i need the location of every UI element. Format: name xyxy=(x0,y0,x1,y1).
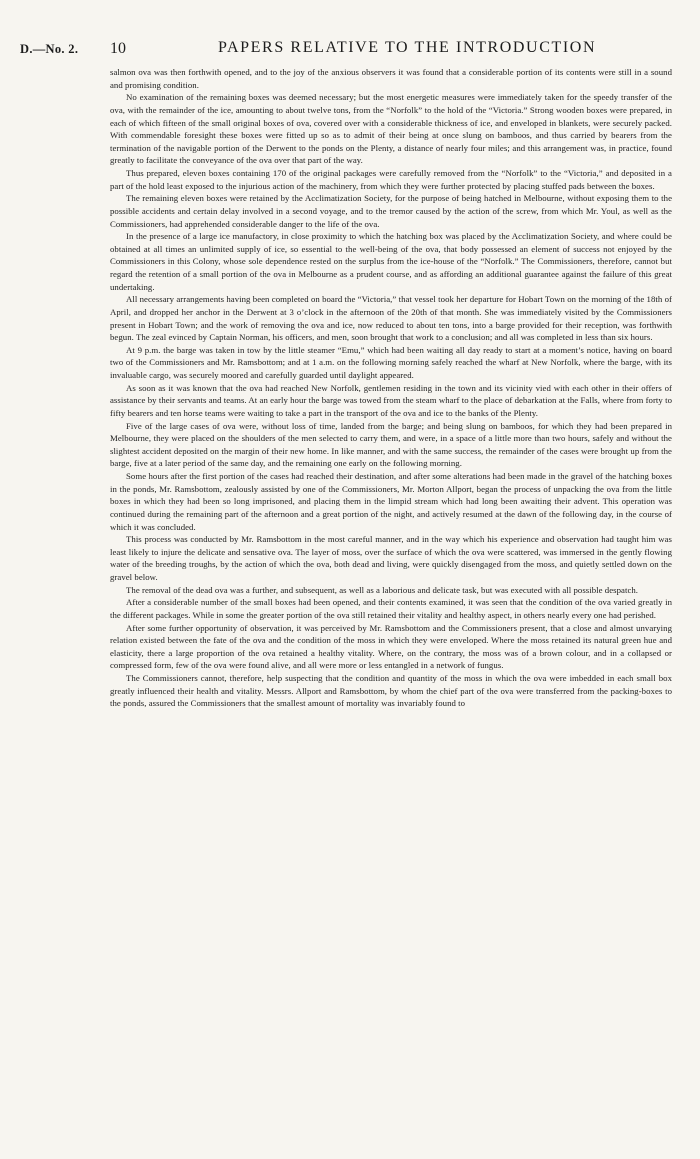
paragraph-6: All necessary arrangements having been completed on board the “Victoria,” that vessel took her departure for Hobart Town on the morning of the 18th of April, and dropped her anchor in the Derwent at 3 o’clock in the afternoon of the 20th of that month. She was immediately visited by the Commissioners present in Hobart Town; and the work of removing the ova and ice, now reduced to about ten tons, into a barge provided for their reception, was forthwith begun. The zeal evinced by Captain Norman, his officers, and men, soon brought that work to a conclusion; and all was completed in less than six hours. xyxy=(110,294,672,343)
paragraph-4: The remaining eleven boxes were retained by the Acclimatization Society, for the purpose of being hatched in Melbourne, without exposing them to the possible accidents and certain delay involved in a second voyage, and to the tremor caused by the action of the screw, from which Mr. Youl, as well as the Commissioners, had apprehended considerable danger to the life of the ova. xyxy=(110,193,672,229)
body-text xyxy=(110,66,672,710)
paragraph-8: As soon as it was known that the ova had reached New Norfolk, gentlemen residing in the town and its vicinity vied with each other in their offers of assistance by their servants and teams. At an early hour the barge was towed from the steam wharf to the place of debarkation at the Falls, where from forty to fifty bearers and ten horse teams were waiting to take a part in the transport of the ova and ice to the banks of the Plenty. xyxy=(110,382,672,418)
paragraph-2: No examination of the remaining boxes was deemed necessary; but the most energetic measures were immediately taken for the speedy transfer of the ova, with the remainder of the ice, amounting to about twelve tons, from the “Norfolk” to the hold of the “Victoria.” Strong wooden boxes were prepared, in each of which fifteen of the small original boxes of ova, covered over with a considerable thickness of ice, and enveloped in blankets, were securely packed. With commendable foresight these boxes were fitted up so as to admit of their being at once slung on bamboos, and thus carried by bearers from the termination of the navigable portion of the Derwent to the ponds on the Plenty, a distance of nearly four miles; and this arrangement was, in practice, found greatly to facilitate the conveyance of the ova over that part of the way. xyxy=(110,92,672,166)
paragraph-1: salmon ova was then forthwith opened, and to the joy of the anxious observers it was found that a considerable portion of its contents were still in a sound and promising condition. xyxy=(110,67,672,90)
paragraph-15: The Commissioners cannot, therefore, help suspecting that the condition and quantity of the moss in which the ova were imbedded in each small box greatly influenced their health and vitality. Messrs. Allport and Ramsbottom, by whom the chief part of the ova were transferred from the packing-boxes to the ponds, assured the Commissioners that the smallest amount of mortality was invariably found to xyxy=(110,673,672,709)
running-title: PAPERS RELATIVE TO THE INTRODUCTION xyxy=(218,39,597,56)
paragraph-9: Five of the large cases of ova were, without loss of time, landed from the barge; and being slung on bamboos, for which they had been prepared in Melbourne, they were placed on the shoulders of the men selected to carry them, and were, in a space of a little more than two hours, safely and without the slightest accident deposited on the margin of their new home. In like manner, and with the same success, the remainder of the cases were brought up from the barge, five at a later period of the same day, and the remaining one early on the following morning. xyxy=(110,420,672,469)
paragraph-3: Thus prepared, eleven boxes containing 170 of the original packages were carefully removed from the “Norfolk” to the “Victoria,” and deposited in a part of the hold least exposed to the injurious action of the machinery, from which they were further protected by placing stuffed pads between the boxes. xyxy=(110,168,672,191)
paragraph-12: The removal of the dead ova was a further, and subsequent, as well as a laborious and delicate task, but was executed with all possible despatch. xyxy=(126,584,639,595)
page-header xyxy=(20,38,680,60)
paragraph-11: This process was conducted by Mr. Ramsbottom in the most careful manner, and in the way which his experience and observation had taught him was least likely to injure the delicate and sensative ova. The layer of moss, over the surface of which the ova were scattered, was immersed in the gently flowing water of the breeding troughs, by the action of which the ova, both dead and living, were quickly disengaged from the moss, and quietly settled down on the gravel below. xyxy=(110,534,672,582)
paragraph-14: After some further opportunity of observation, it was perceived by Mr. Ramsbottom and the Commissioners present, that a close and almost unvarying relation existed between the fate of the ova and the condition of the moss in which they were enveloped. Where the moss retained its natural green hue and elasticity, there a large proportion of the ova retained a healthy vitality. Where, on the contrary, the moss was of a brown colour, and in a collapsed or compressed form, few of the ova were found alive, and all were more or less entangled in a network of fungus. xyxy=(110,622,672,671)
paragraph-5: In the presence of a large ice manufactory, in close proximity to which the hatching box was placed by the Acclimatization Society, and where could be obtained at all times an unlimited supply of ice, so essential to the well-being of the ova, that body possessed an element of success not enjoyed by the Commissioners in this Colony, whose sole dependence rested on the surplus from the ice-house of the “Norfolk.” The Commissioners, therefore, cannot but regard the retention of a small portion of the ova in Melbourne as a prudent course, and as affording an additional guarantee against the failure of this great undertaking. xyxy=(110,231,672,292)
page-number: 10 xyxy=(110,40,126,57)
paragraph-13: After a considerable number of the small boxes had been opened, and their contents examined, it was seen that the condition of the ova varied greatly in the different packages. While in some the greater portion of the ova still retained their vitality and healthy aspect, in others nearly every one had perished. xyxy=(110,597,672,620)
document-reference: D.—No. 2. xyxy=(20,42,79,56)
paragraph-10: Some hours after the first portion of the cases had reached their destination, and after some alterations had been made in the gravel of the hatching boxes in the ponds, Mr. Ramsbottom, zealously assisted by one of the Commissioners, Mr. Morton Allport, began the process of unpacking the ova from the little boxes in which they had been so long imprisoned, and placing them in the limpid stream which had long been awaiting their advent. This operation was continued during the remaining part of the afternoon and a great portion of the night, and actively resumed at the dawn of the following day, in the course of which it was concluded. xyxy=(110,471,672,532)
paragraph-7: At 9 p.m. the barge was taken in tow by the little steamer “Emu,” which had been waiting all day ready to start at a moment’s notice, having on board two of the Commissioners and Mr. Ramsbottom; and at 1 a.m. on the following morning safely reached the wharf at New Norfolk, where the barge, with its invaluable cargo, was securely moored and carefully guarded until daylight appeared. xyxy=(110,344,672,380)
